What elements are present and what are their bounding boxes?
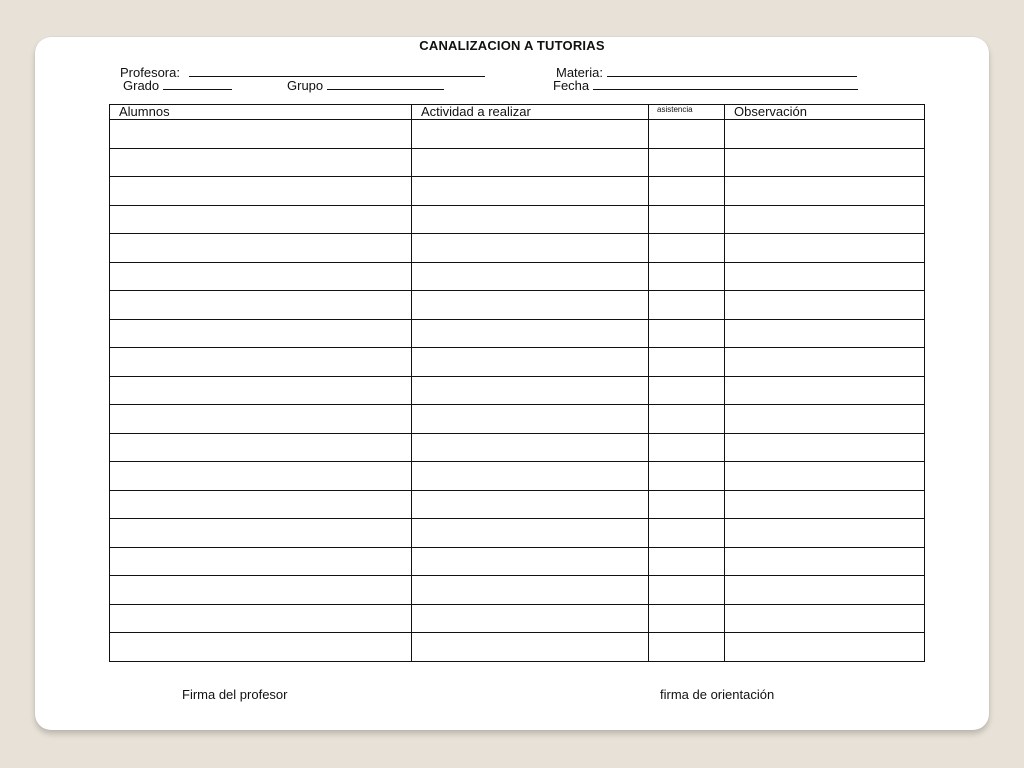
table-cell: [649, 576, 725, 605]
table-cell: [110, 519, 412, 548]
table-cell: [649, 547, 725, 576]
table-cell: [412, 633, 649, 662]
header-asistencia: asistencia: [649, 105, 725, 120]
table-cell: [110, 490, 412, 519]
table-cell: [725, 490, 925, 519]
materia-blank-line: [607, 65, 857, 77]
table-row: [110, 405, 925, 434]
table-cell: [412, 519, 649, 548]
fecha-blank-line: [593, 78, 858, 90]
table-cell: [412, 490, 649, 519]
table-cell: [649, 519, 725, 548]
table-cell: [412, 576, 649, 605]
table-cell: [412, 262, 649, 291]
table-cell: [725, 433, 925, 462]
table-cell: [110, 633, 412, 662]
table-cell: [649, 205, 725, 234]
table-cell: [725, 547, 925, 576]
table-cell: [649, 433, 725, 462]
canalizacion-table: [109, 104, 925, 662]
table-cell: [412, 376, 649, 405]
table-cell: [725, 319, 925, 348]
header-actividad: Actividad a realizar: [412, 105, 649, 120]
materia-label: Materia:: [556, 65, 603, 80]
table-cell: [110, 205, 412, 234]
table-row: [110, 433, 925, 462]
table-cell: [725, 120, 925, 149]
table-cell: [110, 547, 412, 576]
table-cell: [725, 262, 925, 291]
header-alumnos: Alumnos: [110, 105, 412, 120]
table-cell: [649, 462, 725, 491]
table-cell: [110, 433, 412, 462]
table-cell: [412, 291, 649, 320]
table-cell: [649, 405, 725, 434]
table-row: [110, 234, 925, 263]
table-cell: [725, 291, 925, 320]
table-cell: [725, 633, 925, 662]
table-cell: [110, 234, 412, 263]
table-cell: [649, 633, 725, 662]
table-cell: [649, 604, 725, 633]
table-cell: [412, 462, 649, 491]
table-row: [110, 120, 925, 149]
table-row: [110, 376, 925, 405]
grado-label: Grado: [123, 78, 160, 93]
table-header-row: [110, 105, 925, 120]
table-cell: [412, 120, 649, 149]
table-cell: [412, 547, 649, 576]
table-cell: [725, 462, 925, 491]
table-cell: [110, 576, 412, 605]
profesora-label: Profesora:: [120, 65, 180, 80]
firma-orientacion-label: firma de orientación: [660, 687, 775, 702]
table-cell: [412, 405, 649, 434]
table-cell: [725, 604, 925, 633]
table-cell: [649, 490, 725, 519]
table-cell: [110, 319, 412, 348]
table-cell: [110, 262, 412, 291]
table-cell: [110, 291, 412, 320]
table-row: [110, 519, 925, 548]
page-title: CANALIZACION A TUTORIAS: [419, 38, 605, 53]
table-cell: [110, 462, 412, 491]
grado-field: [123, 78, 232, 93]
table-cell: [725, 405, 925, 434]
table-cell: [649, 319, 725, 348]
grupo-label: Grupo: [287, 78, 324, 93]
profesora-blank-line: [189, 65, 485, 77]
table-cell: [412, 433, 649, 462]
table-cell: [110, 148, 412, 177]
table-row: [110, 490, 925, 519]
firma-profesor-label: Firma del profesor: [182, 687, 288, 702]
table-row: [110, 319, 925, 348]
table-row: [110, 462, 925, 491]
table-cell: [412, 604, 649, 633]
table-row: [110, 547, 925, 576]
table-row: [110, 205, 925, 234]
table-cell: [725, 576, 925, 605]
table-cell: [649, 148, 725, 177]
table-cell: [725, 205, 925, 234]
table-cell: [412, 177, 649, 206]
grado-blank-line: [163, 78, 232, 90]
table-cell: [725, 348, 925, 377]
table-row: [110, 291, 925, 320]
table-row: [110, 604, 925, 633]
table-cell: [725, 234, 925, 263]
table-row: [110, 177, 925, 206]
table-cell: [725, 376, 925, 405]
table-cell: [412, 148, 649, 177]
header-observacion: Observación: [725, 105, 925, 120]
table-row: [110, 576, 925, 605]
table-cell: [412, 319, 649, 348]
fecha-label: Fecha: [553, 78, 590, 93]
table-body: [110, 120, 925, 662]
table-cell: [725, 519, 925, 548]
table-cell: [649, 177, 725, 206]
table-row: [110, 262, 925, 291]
table-cell: [412, 234, 649, 263]
table-cell: [725, 148, 925, 177]
table-cell: [649, 348, 725, 377]
table-row: [110, 348, 925, 377]
table-cell: [110, 405, 412, 434]
table-cell: [412, 205, 649, 234]
table-cell: [649, 120, 725, 149]
table-cell: [649, 376, 725, 405]
table-cell: [110, 376, 412, 405]
table-cell: [649, 234, 725, 263]
form-page: [35, 37, 989, 730]
table-cell: [649, 291, 725, 320]
table-cell: [649, 262, 725, 291]
table-cell: [110, 604, 412, 633]
grupo-field: [287, 78, 444, 93]
table-cell: [412, 348, 649, 377]
fecha-field: [553, 78, 858, 93]
table-row: [110, 148, 925, 177]
table-row: [110, 633, 925, 662]
table-cell: [725, 177, 925, 206]
table-cell: [110, 348, 412, 377]
table-cell: [110, 177, 412, 206]
table-cell: [110, 120, 412, 149]
grupo-blank-line: [327, 78, 444, 90]
